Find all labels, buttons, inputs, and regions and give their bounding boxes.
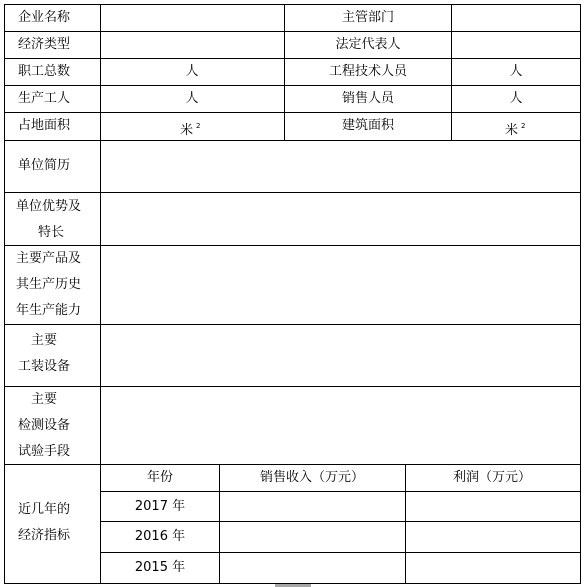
- revenue-2017-input[interactable]: [220, 492, 405, 521]
- advantages-label: [16, 194, 81, 246]
- indicators-label-line-1: 近几年的: [18, 502, 71, 517]
- revenue-2015-input[interactable]: [220, 553, 405, 583]
- indicators-year-2017: 2017 年: [134, 499, 186, 514]
- products-label-line-2: 其生产历史: [16, 277, 82, 292]
- sales-staff-unit: 人: [509, 91, 523, 106]
- indicators-header-profit: 利润（万元）: [452, 470, 532, 485]
- testing-label-line-2: 检测设备: [18, 418, 71, 433]
- testing-label-line-3: 试验手段: [18, 444, 71, 459]
- indicators-label: [18, 497, 70, 549]
- indicators-year-2015: 2015 年: [134, 560, 186, 575]
- testing-label: [18, 387, 70, 465]
- testing-label-line-1: 主要: [31, 392, 58, 407]
- indicators-label-line-2: 经济指标: [18, 528, 71, 543]
- tooling-label-line-1: 主要: [31, 333, 58, 348]
- tooling-label: [18, 328, 70, 380]
- profit-2015-input[interactable]: [406, 553, 580, 583]
- advantages-textarea[interactable]: [101, 193, 580, 245]
- supervisor-label: 主管部门: [341, 10, 395, 25]
- products-label-line-1: 主要产品及: [16, 251, 82, 266]
- building-area-unit: [505, 117, 525, 140]
- products-label-line-3: 年生产能力: [16, 303, 82, 318]
- production-workers-unit: 人: [185, 91, 199, 106]
- economic-type-label: 经济类型: [18, 37, 71, 52]
- indicators-header-revenue: 销售收入（万元）: [259, 470, 365, 485]
- tech-staff-unit: 人: [509, 64, 523, 79]
- legal-representative-label: 法定代表人: [335, 37, 401, 52]
- profit-2016-input[interactable]: [406, 522, 580, 552]
- advantages-label-line-2: 特长: [38, 225, 65, 240]
- land-area-unit-text: 米: [180, 123, 194, 138]
- history-textarea[interactable]: [101, 141, 580, 192]
- tooling-label-line-2: 工装设备: [18, 359, 71, 374]
- land-area-label: 占地面积: [18, 118, 71, 133]
- land-area-unit: [180, 117, 200, 140]
- land-area-unit-superscript: 2: [196, 122, 201, 130]
- production-workers-label: 生产工人: [18, 91, 71, 106]
- indicators-header-year: 年份: [146, 470, 174, 485]
- building-area-label: 建筑面积: [341, 118, 395, 133]
- sales-staff-label: 销售人员: [341, 91, 395, 106]
- economic-type-input[interactable]: [101, 32, 284, 58]
- indicators-year-2016: 2016 年: [134, 529, 186, 544]
- advantages-label-line-1: 单位优势及: [16, 199, 82, 214]
- history-label: 单位简历: [18, 158, 71, 173]
- revenue-2016-input[interactable]: [220, 522, 405, 552]
- supervisor-input[interactable]: [452, 5, 580, 31]
- building-area-unit-text: 米: [505, 123, 519, 138]
- legal-representative-input[interactable]: [452, 32, 580, 58]
- staff-total-label: 职工总数: [18, 64, 71, 79]
- tech-staff-label: 工程技术人员: [328, 64, 408, 79]
- profit-2017-input[interactable]: [406, 492, 580, 521]
- tooling-textarea[interactable]: [101, 325, 580, 386]
- products-label: [16, 246, 81, 324]
- products-textarea[interactable]: [101, 246, 580, 324]
- company-name-label: 企业名称: [18, 10, 71, 25]
- testing-textarea[interactable]: [101, 387, 580, 464]
- staff-total-unit: 人: [185, 64, 199, 79]
- company-name-input[interactable]: [101, 5, 284, 31]
- building-area-unit-superscript: 2: [521, 122, 526, 130]
